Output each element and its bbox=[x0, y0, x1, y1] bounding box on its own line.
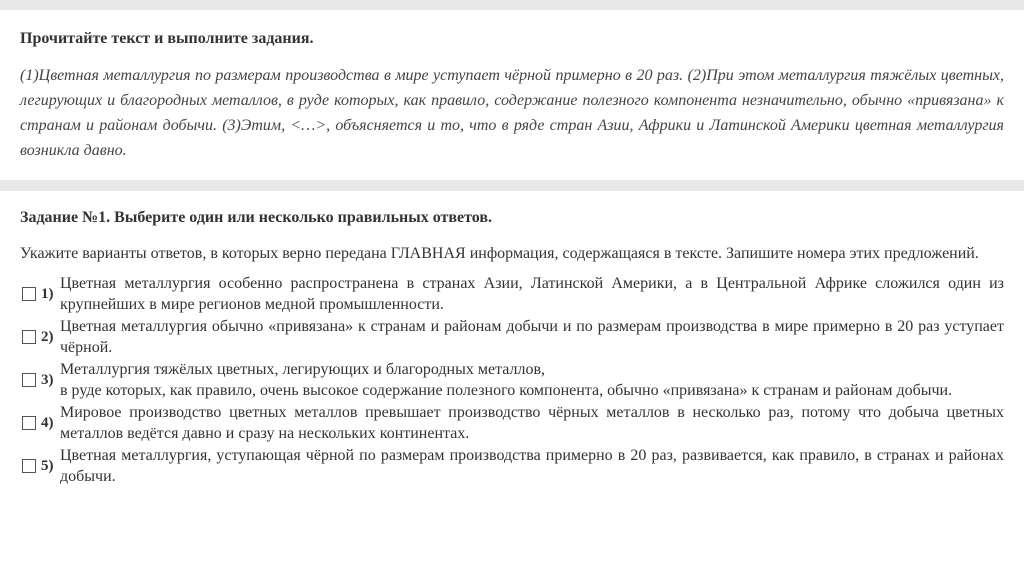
answer-option-1[interactable] bbox=[20, 273, 1004, 315]
checkbox-option-3[interactable] bbox=[22, 373, 36, 387]
answer-options bbox=[20, 273, 1004, 487]
section-divider bbox=[0, 180, 1024, 191]
option-number: 2) bbox=[41, 328, 54, 345]
checkbox-option-1[interactable] bbox=[22, 287, 36, 301]
answer-option-2[interactable] bbox=[20, 316, 1004, 358]
option-number: 3) bbox=[41, 371, 54, 388]
option-number: 1) bbox=[41, 285, 54, 302]
option-text-line-2: в руде которых, как правило, очень высокое содержание полезного компонента, обычно «привязана» к странам и районам добычи. bbox=[60, 382, 953, 399]
task-heading: Задание №1. Выберите один или несколько правильных ответов. bbox=[20, 209, 493, 226]
answer-option-5[interactable] bbox=[20, 445, 1004, 487]
checkbox-option-4[interactable] bbox=[22, 416, 36, 430]
answer-option-4[interactable] bbox=[20, 402, 1004, 444]
reading-heading: Прочитайте текст и выполните задания. bbox=[20, 30, 314, 47]
answer-option-3[interactable] bbox=[20, 359, 1004, 401]
option-number: 5) bbox=[41, 457, 54, 474]
option-text: Мировое производство цветных металлов превышает производство чёрных металлов в несколько раз, потому что добыча цветных металлов ведётся давно и сразу на нескольких континентах. bbox=[60, 404, 1004, 442]
reading-section bbox=[0, 10, 1024, 180]
top-divider bbox=[0, 0, 1024, 10]
checkbox-option-2[interactable] bbox=[22, 330, 36, 344]
option-text: Цветная металлургия обычно «привязана» к странам и районам добычи и по размерам производства в мире примерно в 20 раз уступает чёрной. bbox=[60, 318, 1004, 356]
option-text-line-1: Металлургия тяжёлых цветных, легирующих и благородных металлов, bbox=[60, 361, 546, 378]
checkbox-option-5[interactable] bbox=[22, 459, 36, 473]
task-instruction: Укажите варианты ответов, в которых верно передана ГЛАВНАЯ информация, содержащаяся в тексте. Запишите номера этих предложений. bbox=[20, 245, 979, 262]
reading-passage: (1)Цветная металлургия по размерам производства в мире уступает чёрной примерно в 20 раз. (2)При этом металлургия тяжёлых цветных, легирующих и благородных металлов, в руде которых, как правило, содержание полезного компонента незначительно, обычно «привязана» к странам и районам добычи. (3)Этим, <…>, объясняется и то, что в ряде стран Азии, Африки и Латинской Америки цветная металлургия возникла давно. bbox=[20, 67, 1004, 159]
option-text: Цветная металлургия особенно распространена в странах Азии, Латинской Америки, а в Центральной Африке сложился один из крупнейших в мире регионов медной промышленности. bbox=[60, 275, 1004, 313]
option-text bbox=[60, 359, 1004, 401]
task-section bbox=[0, 191, 1024, 487]
option-text: Цветная металлургия, уступающая чёрной по размерам производства примерно в 20 раз, развивается, как правило, в странах и районах добычи. bbox=[60, 447, 1004, 485]
option-number: 4) bbox=[41, 414, 54, 431]
